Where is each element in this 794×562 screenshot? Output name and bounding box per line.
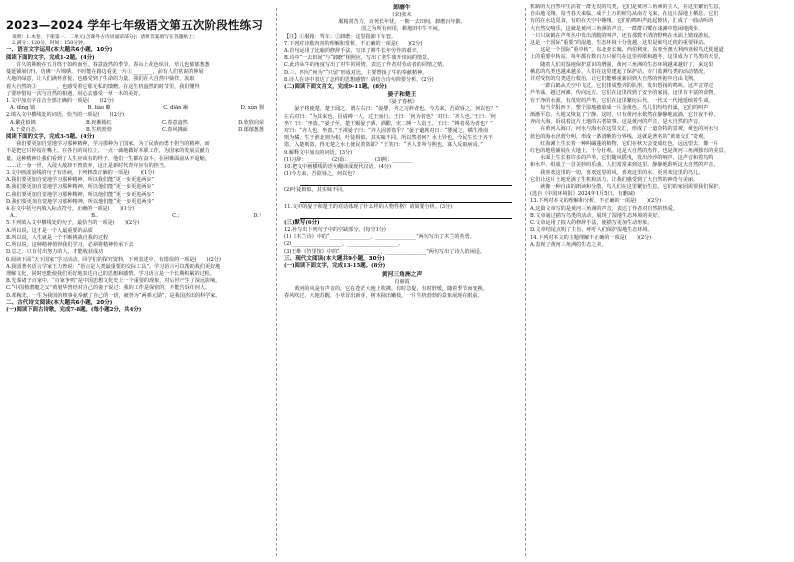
middle-column-body	[284, 4, 520, 300]
right-column	[530, 4, 788, 559]
text-line: B.先秦诸子百家中，“百家争鸣”是中国思想文化史上一个重要的现象，对后世产生了深远影响。	[6, 278, 221, 285]
text-line: 3.文中画波浪线的句子有语病，下列修改正确的一项是( )(1分)	[6, 170, 155, 177]
text-line: 则为橘，生于淮北则为枳，叶徒相似，其实味不同。所以然者何？水土异也。今民生长于齐不	[284, 135, 493, 142]
text-line: 盗，入楚则盗，得无楚之水土使民善盗耶？”王笑曰：“圣人非所与熙也，寡人反取病焉。”	[284, 142, 483, 149]
text-line: 14.下列对本文的主题理解不正确的一项是( )(2分)	[530, 234, 652, 241]
text-title: 晏子和楚王	[387, 92, 417, 99]
centered-line: 肖丽霞	[394, 278, 410, 285]
left-column-body	[6, 47, 268, 314]
answer-option: A.，	[10, 213, 21, 220]
centered-line: 国之为所有何用，耕地田中牛不闲。	[361, 26, 443, 33]
sub-heading: 阅读下面的文字，完成1-2题。(4分)	[6, 54, 95, 61]
answer-option: D.欣欣向荣	[238, 119, 264, 126]
centered-line: 《晏子春秋》	[386, 99, 418, 106]
text-line: 芦苇荡，越过河滩，传向远方。它们在这里找到了安全的家园，这里有丰富的食物，	[530, 90, 719, 97]
text-line: C.我们要更加自觉地学习那种精神，所以他们能“更一步更进两步”	[6, 191, 155, 198]
exam-title: 2023—2024 学年七年级语文第五次阶段性练习	[6, 18, 264, 32]
text-line: 7.下列对诗歌内容的理解和赏析，不正确的一项是( )(2分)	[284, 40, 423, 47]
text-line: 5.下列填入文中横线处的句子，最恰当的一项是( )(2分)	[6, 220, 140, 227]
text-line: 不是把它只停留在嘴上。在各自的岗位上，一点一滴地做好本职工作，为国家的发展贡献力	[6, 148, 210, 155]
answer-line	[300, 196, 512, 203]
text-line: 随着人们对湿地保护意识的增强，黄河三角洲的生态环境越来越好了，来这里	[530, 61, 714, 68]
text-line: A.这篇文章写的是黄河三角洲的声音，表达了作者对自然的热爱。	[530, 205, 678, 212]
sub-heading: (三)默写(6分)	[284, 219, 320, 226]
text-line: 9.解释文中加点的词语。(3分)	[284, 149, 353, 156]
section-heading: 三、现代文阅读(本大题共9小题，30分)	[284, 255, 385, 262]
text-line: 这是一个国际“重要”的湿地，生态环境十分优越，这里是候鸟迁徙的重要驿站。	[530, 40, 709, 47]
answer-option: B.生机勃勃	[86, 126, 112, 133]
text-line: B.文章通过描写鸟类的活动，展现了湿地生态环境的美好。	[530, 212, 663, 219]
answer-option: A. dìng 镇	[10, 105, 36, 112]
text-line: 一群白鹤从天空中飞过，它们排成整齐的队形，发出悠扬的鸣叫。这声音穿过	[530, 83, 714, 90]
text-line: (1)《木兰诗》中的“________________，________________”两句写出了木兰的英勇。	[284, 234, 475, 241]
answer-option: B.。	[91, 213, 102, 220]
text-line: (1)习辞：________ (2)诣：________ (3)熙：________	[284, 156, 413, 163]
text-line: 11.文中的晏子和楚王的对话体现了什么样的人物性格？请简要分析。(3分)	[284, 203, 453, 210]
text-line: 自由地飞翔。每当春天来临，成千上万的候鸟从南方飞来，在这片湿地上栖息，它们	[530, 11, 719, 18]
text-line: 机制的大自然中生活着一群无畏的鸟类，它们是黄河三角洲的主人，在这里繁衍生息，	[530, 4, 724, 10]
text-line: 奔向大海，诉说着这片土地的古老故事。这是黄河的声音，是大自然的声音。	[530, 119, 704, 126]
text-line: 4.在文中括号内填入标点符号，正确的一项是( )(1分)	[6, 206, 135, 213]
text-line: 1.文中加点字注音全部正确的一项是( )(2分)	[6, 98, 114, 105]
text-title: 卸磨牛	[393, 5, 411, 11]
answer-option: D. xùn 驯	[240, 105, 264, 112]
answer-options	[6, 127, 268, 134]
text-line: 13.下列对本文的理解和分析，不正确的一项是( )(2分)	[530, 198, 662, 205]
column-divider	[525, 8, 526, 556]
text-line: D.总之，只有付出努力的人，才能收获成功	[6, 249, 104, 256]
text-line: 我们要更加自觉地学习那种精神，学习那种为了国家、为了民族而勇于担当的精神，而	[6, 141, 210, 148]
text-line: 每当夕阳西下，整个湿地被染成一片金黄色，鸟儿们纷纷归巢，它们的叫声	[530, 104, 709, 111]
text-line: A.我们要更加自觉地学习那种精神，所以我们能“更一步更进两步”	[6, 177, 155, 184]
text-line: 有干净的水源，有茂密的芦苇。它们在这里繁衍后代，一代又一代地延续着生命。	[530, 97, 714, 104]
text-line: (2)____________________，____________________。	[284, 241, 404, 248]
text-line: 红色的地毯铺展在大地上，十分壮观。这是大自然的杰作，也是黄河三角洲独有的美景。	[530, 148, 729, 155]
answer-option: D.！	[253, 213, 264, 220]
text-line: B.所以说，人生就是一个不断挑战自我的过程	[6, 234, 109, 241]
text-line: (1)今方来，吾欲辱之，何以也？	[284, 171, 358, 178]
answer-option: C. diān 巅	[163, 105, 189, 112]
text-line: 并对受伤的鸟类进行救治，让它们能够重新回到大自然的怀抱中自由飞翔。	[530, 76, 699, 83]
answer-option: C.春风拂面	[162, 126, 188, 133]
sub-heading: (一)阅读下面文字，完成13-15题。(8分)	[284, 263, 386, 270]
text-line: C.“中国核潜艇之父”黄旭华曾经对自己的妻子说过：我的工作是保密的，不能告诉任何人。	[6, 285, 211, 292]
answer-option: A.千姿百态	[10, 126, 36, 133]
sub-heading: (一)阅读下面古诗歌，完成7-8题。(每小题2分，共4分)	[6, 307, 142, 314]
centered-line: 服箱常苦力，百死长年忧。一朝一去田间，卸磨百年勤。	[338, 19, 466, 26]
text-line: B.我们要更加自觉地学习那种精神，所以他们能“更一步更进两步”	[6, 184, 155, 191]
text-line: 坐？’曰：‘坐盗。’”晏子至，楚王赐晏子酒，酒酣，吏二缚一人诣王。王曰：“缚者曷为者也？”	[284, 120, 493, 127]
text-line: 晏子将使楚。楚王闻之，谓左右曰：“晏婴，齐之习辞者也。今方来，吾欲辱之，何以也？”	[284, 106, 499, 113]
text-line: 水面上生长着许多的芦苇，它们随风摇曳，发出沙沙的响声。这声音和着鸟鸣	[530, 155, 714, 162]
exam-note: 说明：1.本卷，下册第一、二单元(含课外古诗词诵读部分)；请将答案填写在答题纸上；	[12, 35, 198, 40]
right-column-body	[530, 4, 788, 249]
sub-heading: (二)阅读下面文言文，完成9-11题。(8分)	[284, 84, 387, 91]
text-line: 10.把文中画横线的语句翻译成现代汉语。(4分)	[284, 164, 392, 171]
text-line: 对曰：“齐人也，坐盗。”王视晏子曰：“齐人固善盗乎？”晏子避席对曰：“婴闻之，橘生淮南	[284, 128, 489, 135]
answer-option: A.繁花似锦	[10, 119, 36, 126]
text-line: 2.填入文中横线处的词语，恰当的一项是( )(2分)	[6, 112, 124, 119]
text-line: 我喜欢这里的一切，喜欢这里的风，喜欢这里的水，更喜欢这里的鸟儿。	[530, 169, 704, 176]
text-line: A.我国著名语言学家王力曾说：“语言是人类最重要的交际工具”。学习语言可以帮助我们更好地	[6, 263, 221, 270]
left-column	[6, 4, 268, 559]
text-line: 6.阅读下面“天下国家”学习活动，同学们的探究资料，下列表述中，有错误的一项是( )(2分)	[6, 256, 221, 263]
text-line: C.此诗从牛的角度写出了对牛的同情，表达了作者对劳动者的同情之情。	[284, 62, 448, 69]
section-heading: 一、语言文字运用(本大题共6小题，10分)	[6, 47, 113, 54]
text-line: 着大自然的③________，也感受着它那无私的馈赠。在这生机盎然的时节里，我们懂得	[6, 83, 200, 90]
text-line: D.邓稼先，一生为我国的核事业奉献了自己的一切，被誉为“两弹元勋”，是我国杰出的科学家。	[6, 292, 221, 299]
text-line: B.诗中“一去田间”与“卸磨”相照应，写出了老牛离开田间的情景。	[284, 55, 433, 62]
text-line: 12.补写出下列句子中的空缺部分。(每空1分)	[284, 227, 386, 234]
answer-options	[6, 120, 268, 127]
section-heading: 二、古代诗文阅读(本大题共6小题，20分)	[6, 299, 113, 306]
answer-line	[300, 212, 512, 219]
middle-column	[284, 4, 520, 559]
text-line: 栖息的鸟类也越来越多。人们在这里建起了保护站，专门监测鸟类的活动情况，	[530, 68, 709, 75]
text-line: 理解文化，同时也能使我们更好地表达自己的思想和感情。学习语言是一个长期积累的过程。	[6, 270, 215, 277]
text-line: A.所以说，这才是一个人最重要的品质	[6, 227, 93, 234]
text-line: 渐渐平息，大地又恢复了宁静。这时，只有黄河水依然在静静地流淌，它日夜不停，	[530, 112, 719, 119]
text-line: 春风吹过，大地苏醒，小草冒出新芽，树木抽出嫩枝，一片生机勃勃的景象展现在眼前。	[284, 292, 483, 299]
sub-heading: 阅读下面的文字，完成3-5题。(4分)	[6, 134, 95, 141]
text-line: 【注】①服箱：驾车；②卸磨：这里指卸下车套。	[284, 33, 397, 40]
text-line: 许久的期盼在五月终于如约而至。春意盎然的季节，春山上花色炫目，草儿也郁郁葱葱	[6, 62, 210, 69]
text-line: 黄河的风是有声音的，它在苍茫大地上吹拂。有时急促，有时舒缓，随着季节而变换。	[284, 285, 488, 292]
answer-option: C.春意盎然	[162, 119, 188, 126]
answer-option: B.姹紫嫣红	[86, 119, 112, 126]
text-line: 红海滩上生长着一种叫碱蓬的植物，它们在秋天会变成红色，远远望去，像一片	[530, 140, 719, 147]
text-line: 就像一种自由的朗读和分散，鸟儿们在这里繁衍生息，它们的家园需要我们保护。	[530, 184, 724, 191]
text-line: 在黄河入海口，河水与海水在这里交汇，形成了一道奇特的景观。黄色的河水与	[530, 126, 719, 133]
text-line: D.我们要更加自觉地学习那种精神，所以他们能“更一步更进两步”	[6, 198, 155, 205]
text-line: 左右对曰：“为其来也，臣请缚一人，过王而行。王曰：‘何为者也？’对曰：‘齐人也。’王曰：‘何	[284, 113, 496, 120]
centered-line: (宋)张未	[392, 12, 412, 18]
answer-option: C.；	[172, 213, 183, 220]
text-line: 大自然交响乐，这就是黄河三角洲的声音。一群群白鹭在浅滩中悠闲地漫步，	[530, 25, 704, 32]
column-divider	[276, 8, 277, 556]
text-line: 蔓延铺展(开)，仿佛一片锦绣，不时能在路边看见一片①________，前有人们常说的伸展	[6, 69, 204, 76]
text-line: ……让一身一世，入侵大敌却不曾放弃，这正是新时代青年应有的担当。	[6, 162, 170, 169]
text-line: (2)叶徒相似，其实味不同。	[284, 187, 348, 194]
text-line: 量。这种精神让我们看到了人生应该有的样子，他们一生都在奋斗，在困难面前从不退缩，	[6, 155, 210, 162]
text-line: C.文章运用了拟人的修辞手法，使描写更加生动形象。	[530, 220, 653, 227]
text-line: A.表现了黄河三角洲的生态之美。	[530, 241, 607, 248]
text-title: 黄河三角洲之声	[381, 271, 423, 278]
text-line: 8.诗人在诗中表达了怎样的思想感情？请结合诗句简要分析。(2分)	[284, 76, 434, 83]
text-line: 它们让这片土地充满了生机和活力，让我们感受到了大自然的神奇与美丽。	[530, 176, 699, 183]
text-line: D.文章结尾点明了主旨，呼吁人们保护湿地生态环境。	[530, 227, 653, 234]
text-line: 大地的绿意，让人们满怀喜悦，也感受到了生命的力量。我们在大自然中徜徉，汲取	[6, 76, 195, 83]
text-line: 和水声，组成了一首美妙的乐曲。人们常常来到这里，静静地聆听这大自然的声音。	[530, 162, 719, 169]
exam-note: 2.满分：120分，时间：150分钟。	[12, 41, 88, 47]
answer-option: D.郁郁葱葱	[238, 126, 264, 133]
text-line: C.所以说，这种精神值得我们学习，必须将精神传承下去	[6, 242, 134, 249]
text-line: D.三、四句“何为”“只留”形成对比，主要赞扬了牛的奉献精神。	[284, 69, 428, 76]
text-line: 这是一个国际“重中转”，东北亚长廊，西伯利亚，东亚至澳大利西亚候鸟迁徙通道	[530, 47, 724, 54]
text-line: 了要珍惜每一次与自然的相遇，用心去感受一草一木的美好。	[6, 90, 144, 97]
text-line: (选自《中国环境报》2024年1月5日，有删减)	[530, 191, 635, 198]
text-line: 有的在水边觅食，有的在天空中翱翔。它们的鸣叫声此起彼伏，汇成了一曲动听的	[530, 18, 714, 25]
text-line: 蓝色的海水泾渭分明，形成一条清晰的分界线，这就是著名的“黄蓝交汇”奇观。	[530, 133, 709, 140]
text-line: 一只只灰鹤在芦苇丛中发出清脆的叫声，还有那数不清的野鸭在水面上嬉戏游玩。	[530, 32, 714, 39]
text-line: 上的重要中转站，每年都有数百万只候鸟在这里停歇和越冬，这里成为了鸟类的天堂。	[530, 54, 724, 61]
text-line: A.首句运用了比喻的修辞手法，写出了耕牛长年劳作的艰辛。	[284, 48, 422, 55]
answer-line	[300, 179, 512, 186]
text-line: (3)王维《竹里馆》中的“________________，________________”两句写出了诗人的闲适。	[284, 248, 485, 255]
answer-option: B. liào 瞭	[87, 105, 111, 112]
